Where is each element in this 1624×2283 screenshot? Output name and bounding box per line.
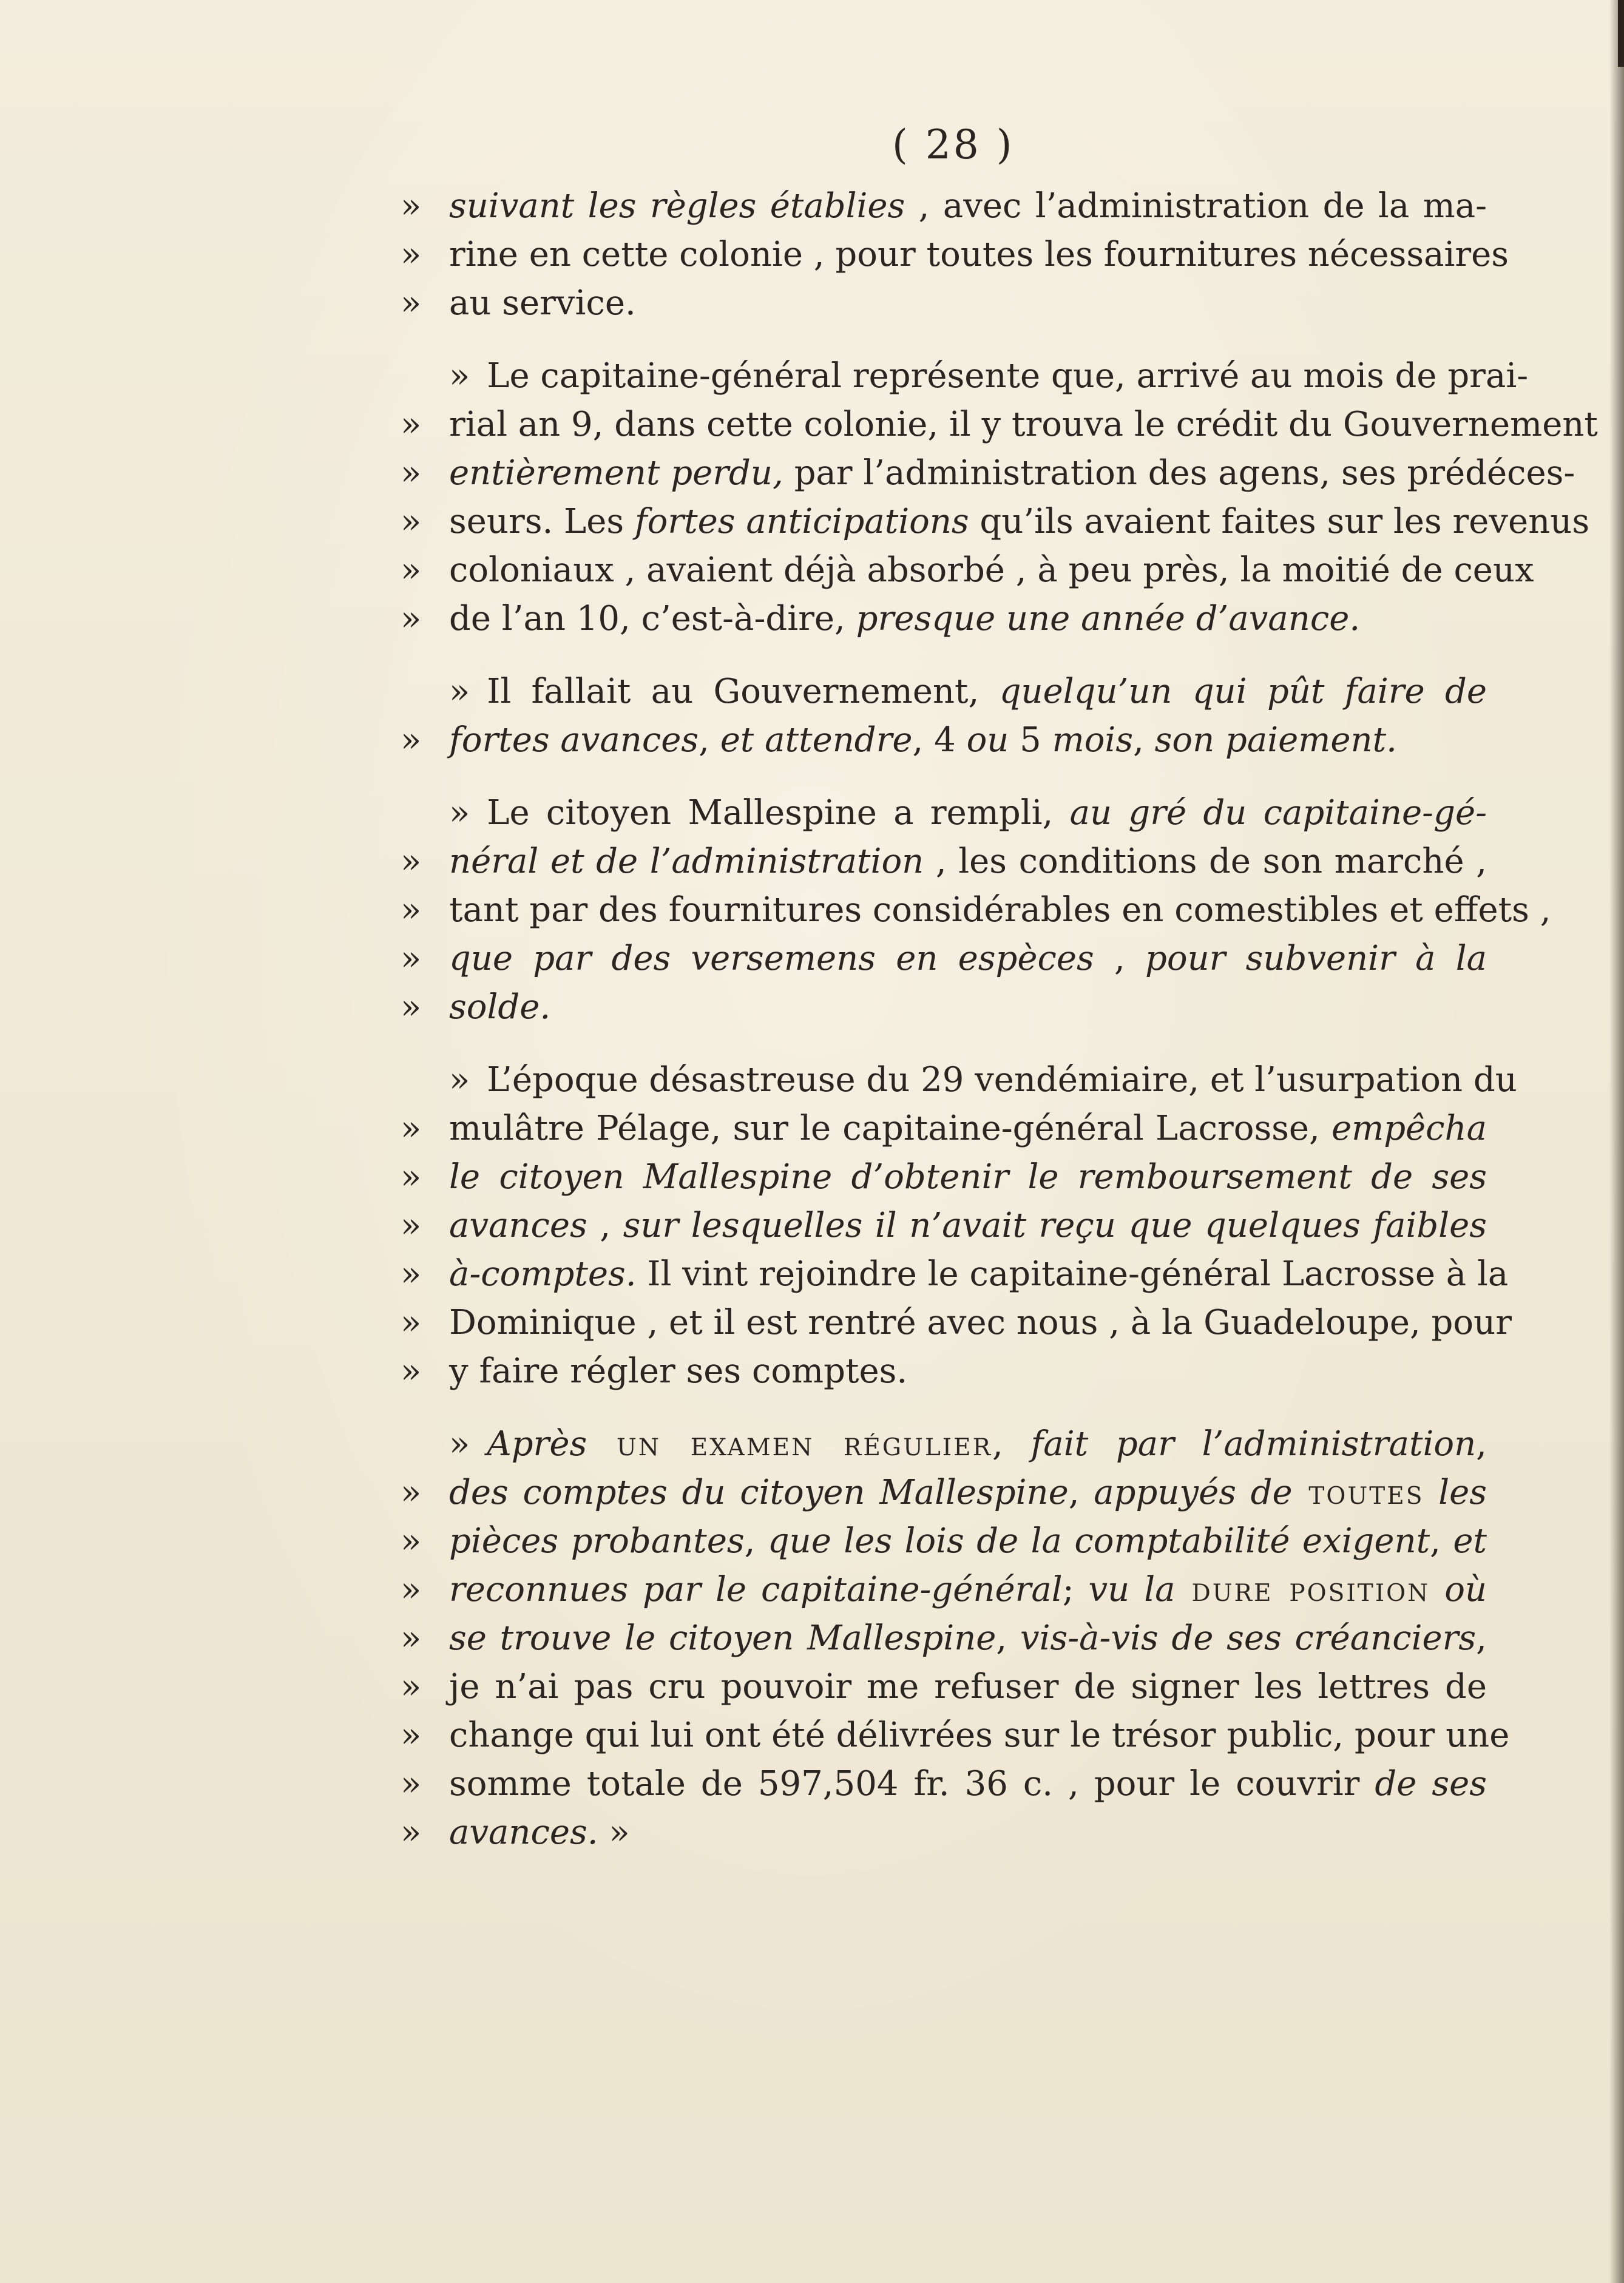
line-text: » [598,1813,630,1852]
small-caps-text: dure position [1175,1570,1430,1609]
italic-text: vu la [1088,1570,1176,1609]
italic-text: Après [487,1424,587,1464]
line-text: , les conditions de son marché , [924,842,1487,881]
line-text: je n’ai pas cru pouvoir me refuser de signer les lettres de [449,1667,1487,1706]
text-line [401,983,1487,1032]
quote-mark: » [449,356,470,396]
italic-text: fait par l’administration [1030,1424,1477,1464]
italic-text: presque une année d’avance. [856,599,1361,638]
quote-mark: » [449,1424,470,1464]
line-text: Le capitaine-général représente que, arrivé au mois de prai- [487,356,1529,396]
line-text: ; [1062,1570,1089,1609]
quote-mark: » [401,405,422,444]
italic-text: pièces probantes [449,1521,745,1561]
text-line [401,1517,1487,1566]
quote-mark: » [401,1473,422,1512]
line-text: , [996,1618,1020,1658]
italic-text: et [1453,1521,1487,1561]
text-line [401,546,1534,595]
quote-mark: » [401,842,422,881]
page-number: ( 28 ) [892,121,1015,168]
text-line [401,1056,1517,1104]
italic-text: le citoyen Mallespine d’obtenir le remboursement de ses [449,1157,1487,1197]
italic-text: néral et de l’administration [449,842,924,881]
text-line [401,1469,1487,1517]
line-text: , avec l’administration de la ma- [905,186,1487,226]
quote-mark: » [401,1303,422,1342]
text-line [401,1347,1487,1396]
text-line [401,279,1487,328]
line-text: , [744,1521,768,1561]
line-text: , [1476,1424,1487,1464]
line-text: tant par des fournitures considérables en comestibles et effets , [449,890,1551,930]
text-line [401,182,1487,231]
quote-mark: » [449,793,470,833]
text-line [401,352,1529,401]
text-line [401,716,1487,765]
line-text: de l’an 10, c’est-à-dire, [449,599,856,638]
line-text: 5 [1009,720,1052,760]
italic-text: son paiement. [1154,720,1397,760]
quote-mark: » [401,453,422,493]
line-text: par l’administration des agens, ses prédéces- [783,453,1575,493]
quote-mark: » [401,1157,422,1197]
italic-text: vis-à-vis de ses créanciers [1020,1618,1477,1658]
line-text: L’époque désastreuse du 29 vendémiaire, et l’usurpation du [487,1060,1517,1100]
quote-mark: » [401,1667,422,1706]
quote-mark: » [401,720,422,760]
italic-text: avances. [449,1813,598,1852]
text-line [401,1250,1509,1299]
text-line [401,837,1487,886]
line-text: Dominique , et il est rentré avec nous , à la Guadeloupe, pour [449,1303,1512,1342]
text-line [401,595,1487,643]
text-line [401,1420,1487,1469]
italic-text: à-comptes. [449,1254,637,1294]
italic-text: solde. [449,987,551,1027]
line-text: Il fallait au Gouvernement, [487,672,1000,711]
text-line [401,1808,1487,1857]
quote-mark: » [401,890,422,930]
text-line [401,449,1575,498]
quote-mark: » [401,1570,422,1609]
line-text: coloniaux , avaient déjà absorbé , à peu près, la moitié de ceux [449,550,1534,590]
line-text: , [1133,720,1155,760]
text-line [401,1614,1487,1663]
line-text: qu’ils avaient faites sur les revenus [969,502,1590,541]
text-line [401,668,1487,716]
italic-text: mois [1052,720,1134,760]
text-line [401,1202,1487,1250]
italic-text: au gré du capitaine-gé- [1069,793,1487,833]
quote-mark: » [401,1254,422,1294]
italic-text: de ses [1375,1764,1487,1804]
line-text: , [1430,1521,1453,1561]
quote-mark: » [401,1206,422,1245]
line-text: y faire régler ses comptes. [449,1351,908,1391]
text-line [401,401,1598,449]
text-line [401,1663,1487,1711]
italic-text: pour subvenir à la [1145,939,1487,978]
text-line [401,1566,1487,1614]
italic-text: reconnues par le capitaine-général [449,1570,1063,1609]
line-text: rine en cette colonie , pour toutes les fournitures nécessaires [449,235,1509,274]
line-text: Il vint rejoindre le capitaine-général Lacrosse à la [636,1254,1509,1294]
line-text: seurs. Les [449,502,635,541]
quote-mark: » [401,1521,422,1561]
italic-text: quelqu’un qui pût faire de [999,672,1487,711]
quote-mark: » [401,1618,422,1658]
quote-mark: » [401,1351,422,1391]
quote-mark: » [401,1716,422,1755]
page-edge-shadow [1609,0,1624,2283]
quote-mark: » [401,502,422,541]
quote-mark: » [401,235,422,274]
line-text: , [1094,939,1146,978]
italic-text: avances [449,1206,587,1245]
italic-text: et attendre [720,720,913,760]
quote-mark: » [449,1060,470,1100]
italic-text: que les lois de la comptabilité exigent [767,1521,1430,1561]
italic-text: fortes anticipations [634,502,969,541]
italic-text: ou [966,720,1009,760]
text-line [401,231,1509,279]
text-line [401,1760,1487,1808]
text-line [401,1153,1487,1202]
italic-text: suivant les règles établies [449,186,905,226]
line-text: somme totale de 597,504 fr. 36 c. , pour le couvrir [449,1764,1375,1804]
quote-mark: » [401,1764,422,1804]
quote-mark: » [401,599,422,638]
italic-text: que par des versemens en espèces [449,939,1094,978]
italic-text: des comptes du citoyen Mallespine [449,1473,1069,1512]
italic-text: se trouve le citoyen Mallespine [449,1618,996,1658]
text-line [401,886,1551,935]
quote-mark: » [401,283,422,323]
line-text: , [1476,1618,1487,1658]
line-text: change qui lui ont été délivrées sur le trésor public, pour une [449,1716,1510,1755]
text-line [401,1104,1487,1153]
line-text: , [1068,1473,1094,1512]
quote-mark: » [401,186,422,226]
line-text: , 4 [912,720,967,760]
italic-text: appuyés de [1094,1473,1293,1512]
line-text: , [699,720,720,760]
line-text: au service. [449,283,636,323]
line-text: , [587,1206,623,1245]
text-line [401,789,1487,837]
line-text: mulâtre Pélage, sur le capitaine-général Lacrosse, [449,1109,1331,1148]
text-line [401,935,1487,983]
quote-mark: » [401,939,422,978]
body-text [401,182,1598,1857]
line-text: Le citoyen Mallespine a rempli, [487,793,1070,833]
italic-text: sur lesquelles il n’avait reçu que quelques faibles [623,1206,1487,1245]
text-line [401,498,1590,546]
italic-text: fortes avances [449,720,699,760]
text-line [401,1299,1512,1347]
page-corner-shadow [1618,0,1624,67]
italic-text: entièrement perdu, [449,453,783,493]
small-caps-text: un examen régulier [587,1424,993,1464]
small-caps-text: toutes [1292,1473,1424,1512]
line-text: , [992,1424,1031,1464]
quote-mark: » [401,550,422,590]
quote-mark: » [401,987,422,1027]
line-text: rial an 9, dans cette colonie, il y trouva le crédit du Gouvernement [449,405,1598,444]
italic-text: où [1430,1570,1487,1609]
quote-mark: » [449,672,470,711]
quote-mark: » [401,1813,422,1852]
italic-text: empêcha [1331,1109,1487,1148]
quote-mark: » [401,1109,422,1148]
italic-text: les [1424,1473,1487,1512]
text-line [401,1711,1510,1760]
